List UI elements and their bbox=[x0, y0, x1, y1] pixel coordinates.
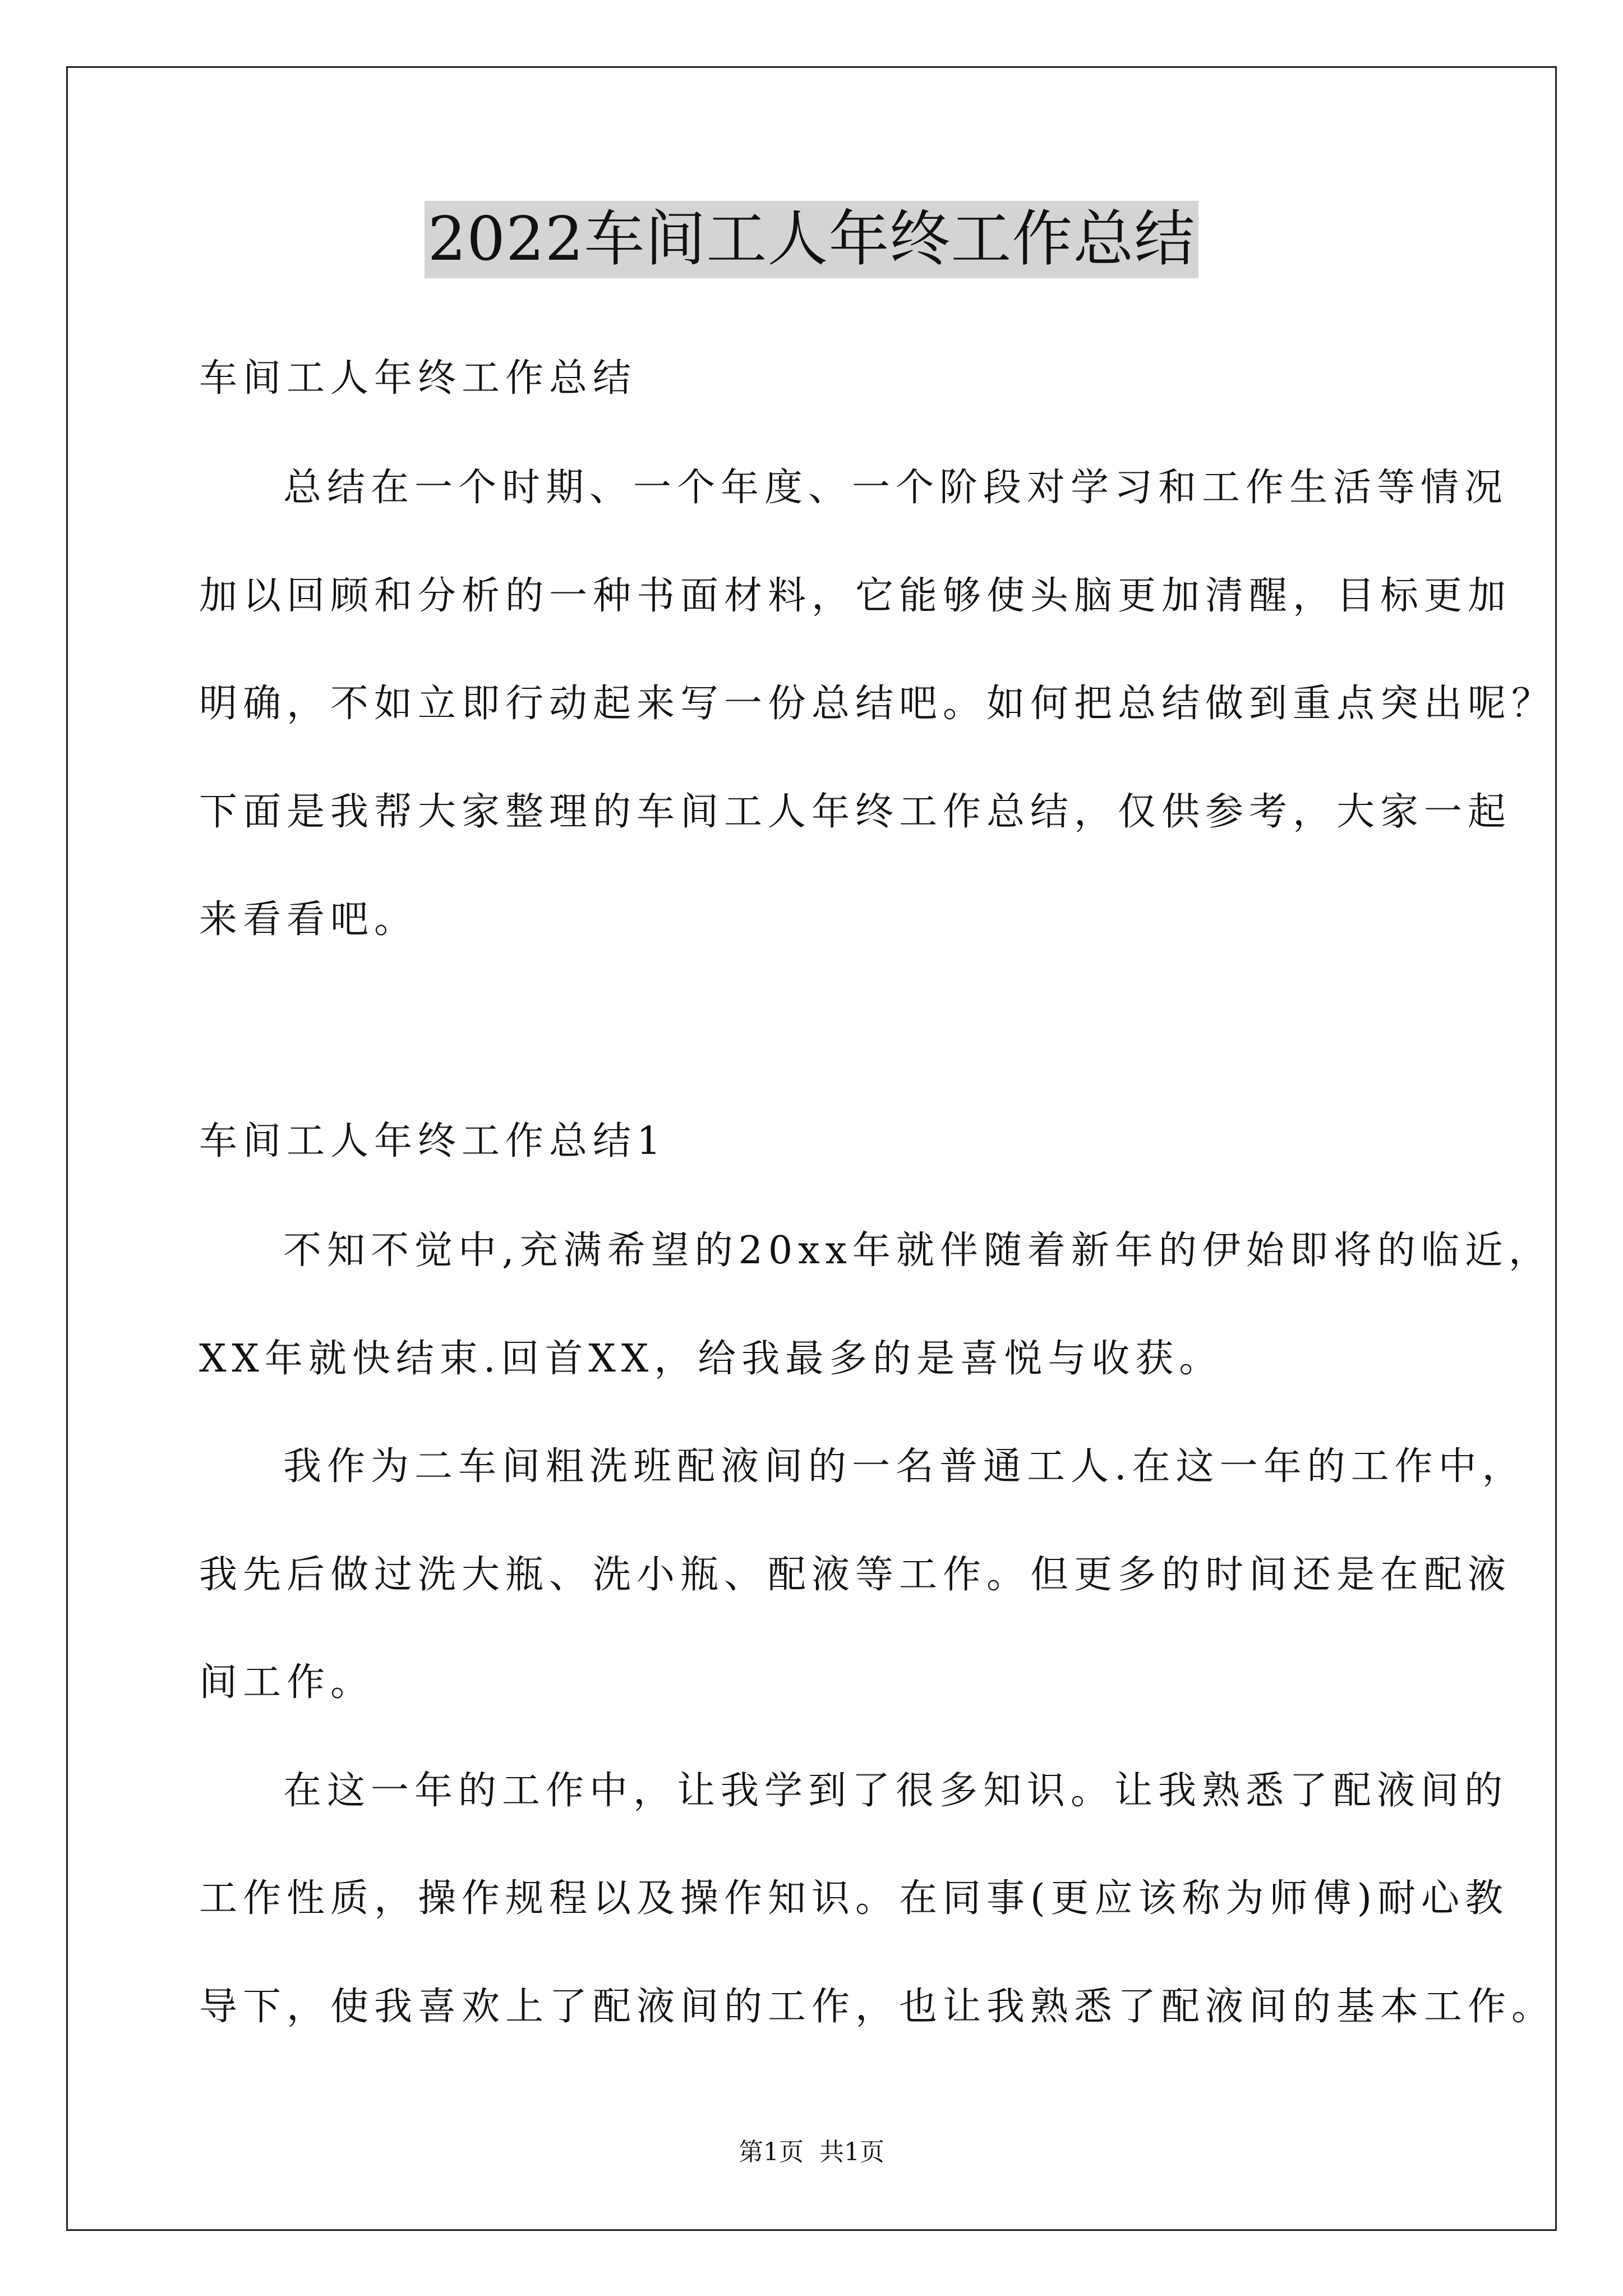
paragraph-line: 工作性质，操作规程以及操作知识。在同事(更应该称为师傅)耐心教 bbox=[199, 1876, 1509, 1921]
paragraph-line: 不知不觉中,充满希望的20xx年就伴随着新年的伊始即将的临近， bbox=[283, 1228, 1552, 1273]
paragraph-line: 间工作。 bbox=[199, 1660, 375, 1705]
paragraph-line: 我作为二车间粗洗班配液间的一名普通工人.在这一年的工作中， bbox=[283, 1444, 1526, 1489]
page-number: 第1页 bbox=[739, 2138, 804, 2166]
title-wrap bbox=[0, 201, 1623, 278]
paragraph-line: 导下，使我喜欢上了配液间的工作，也让我熟悉了配液间的基本工作。 bbox=[199, 1985, 1556, 2029]
intro-line: 加以回顾和分析的一种书面材料，它能够使头脑更加清醒，目标更加 bbox=[199, 574, 1512, 618]
intro-line: 明确，不如立即行动起来写一份总结吧。如何把总结做到重点突出呢？ bbox=[199, 682, 1556, 726]
page-total: 共1页 bbox=[819, 2138, 884, 2166]
section1-heading: 车间工人年终工作总结1 bbox=[199, 1119, 667, 1163]
intro-line: 来看看吧。 bbox=[199, 898, 418, 942]
intro-line: 总结在一个时期、一个年度、一个阶段对学习和工作生活等情况 bbox=[283, 466, 1509, 510]
paragraph-line: 在这一年的工作中，让我学到了很多知识。让我熟悉了配液间的 bbox=[283, 1769, 1509, 1813]
paragraph-line: 我先后做过洗大瓶、洗小瓶、配液等工作。但更多的时间还是在配液 bbox=[199, 1553, 1512, 1597]
intro-line: 下面是我帮大家整理的车间工人年终工作总结，仅供参考，大家一起 bbox=[199, 790, 1512, 834]
intro-heading: 车间工人年终工作总结 bbox=[199, 356, 637, 401]
page-footer bbox=[0, 2132, 1623, 2168]
paragraph-line: XX年就快结束.回首XX，给我最多的是喜悦与收获。 bbox=[199, 1337, 1223, 1381]
document-title: 2022车间工人年终工作总结 bbox=[425, 201, 1199, 278]
